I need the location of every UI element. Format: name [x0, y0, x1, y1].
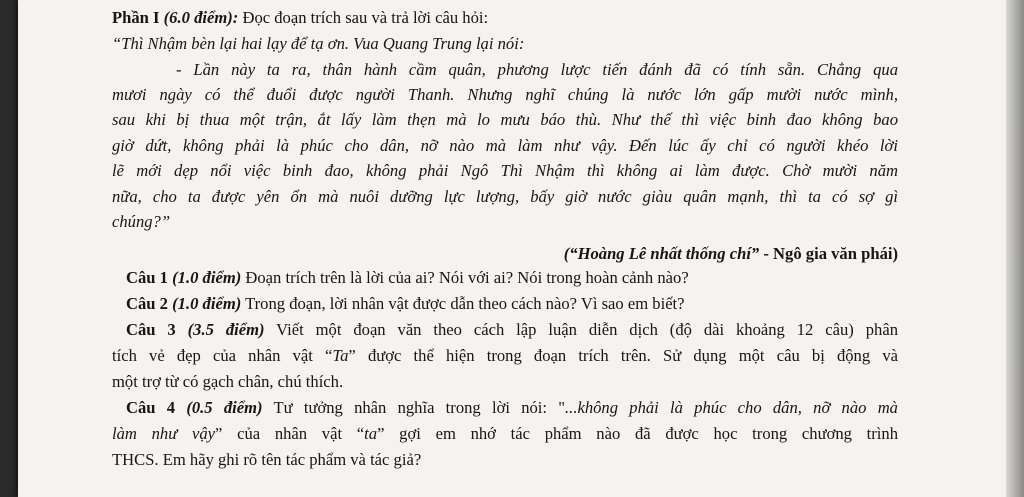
q4-label: Câu 4	[126, 398, 176, 417]
q4-quote-2: làm như vậy	[112, 424, 215, 443]
excerpt-line-7: nữa, cho ta được yên ổn mà nuôi dưỡng lực lượng, bấy giờ nước giàu quân mạnh, thì ta có sợ gì	[112, 187, 898, 206]
question-3-line-2	[112, 346, 898, 366]
q4-text-1a: Tư tưởng nhân nghĩa trong lời nói: "	[262, 398, 566, 417]
question-2	[126, 294, 685, 314]
q2-text: Trong đoạn, lời nhân vật được dẫn theo cách nào? Vì sao em biết?	[241, 294, 685, 313]
question-1	[126, 268, 689, 288]
q4-quote-1: ...không phải là phúc cho dân, nỡ nào mà	[565, 398, 898, 417]
excerpt-line-1: “Thì Nhậm bèn lại hai lạy để tạ ơn. Vua Quang Trung lại nói:	[112, 34, 525, 53]
q1-text: Đoạn trích trên là lời của ai? Nói với ai? Nói trong hoàn cảnh nào?	[241, 268, 689, 287]
part-score: (6.0 điểm):	[163, 8, 239, 27]
page-edge	[1006, 0, 1024, 497]
excerpt-line-6: lẽ mới dẹp nổi việc binh đao, không phải Ngô Thì Nhậm thì không ai làm được. Chờ mười năm	[112, 161, 898, 180]
q1-label: Câu 1	[126, 268, 168, 287]
question-4-line-2	[112, 424, 898, 444]
q2-label: Câu 2	[126, 294, 168, 313]
question-3-line-1	[126, 320, 898, 340]
q3-text-2b: ” được thể hiện trong đoạn trích trên. Sử dụng một câu bị động và	[348, 346, 898, 365]
q3-score: (3.5 điểm)	[187, 320, 265, 339]
excerpt-line-8: chúng?”	[112, 212, 171, 231]
q3-ta: Ta	[332, 346, 349, 365]
question-3-line-3: một trợ từ có gạch chân, chú thích.	[112, 372, 344, 391]
question-4-line-3: THCS. Em hãy ghi rõ tên tác phẩm và tác giả?	[112, 450, 422, 469]
source-citation	[564, 244, 898, 264]
q3-text-2a: tích vẻ đẹp của nhân vật “	[112, 346, 333, 365]
q3-label: Câu 3	[126, 320, 176, 339]
excerpt-line-4: sau khi bị thua một trận, ắt lấy làm thẹn mà lo mưu báo thù. Như thế thì việc binh đao không bao	[112, 110, 898, 129]
part-title: Phần I	[112, 8, 160, 27]
q4-score: (0.5 điểm)	[186, 398, 263, 417]
q3-text-1: Viết một đoạn văn theo cách lập luận diễn dịch (độ dài khoảng 12 câu) phân	[264, 320, 898, 339]
q2-score: (1.0 điểm)	[172, 294, 242, 313]
part-instruction: Đọc đoạn trích sau và trả lời câu hỏi:	[242, 8, 489, 27]
excerpt-line-3: mươi ngày có thể đuổi được người Thanh. Nhưng nghĩ chúng là nước lớn gấp mười nước mình,	[112, 85, 898, 104]
q1-score: (1.0 điểm)	[172, 268, 242, 287]
excerpt-line-5: giờ dứt, không phải là phúc cho dân, nỡ nào mà làm như vậy. Đến lúc ấy chỉ có người khéo lời	[112, 136, 898, 155]
q4-text-2a: ” của nhân vật “	[215, 424, 365, 443]
excerpt-line-2: - Lần này ta ra, thân hành cầm quân, phương lược tiến đánh đã có tính sẵn. Chẳng qua	[176, 60, 898, 79]
part-heading	[112, 8, 488, 28]
q4-ta: ta	[364, 424, 378, 443]
source-title: (“Hoàng Lê nhất thống chí”	[563, 244, 760, 263]
source-author: - Ngô gia văn phái)	[759, 244, 898, 263]
question-4-line-1	[126, 398, 898, 418]
q4-text-2b: ” gợi em nhớ tác phẩm nào đã được học trong chương trình	[377, 424, 899, 443]
